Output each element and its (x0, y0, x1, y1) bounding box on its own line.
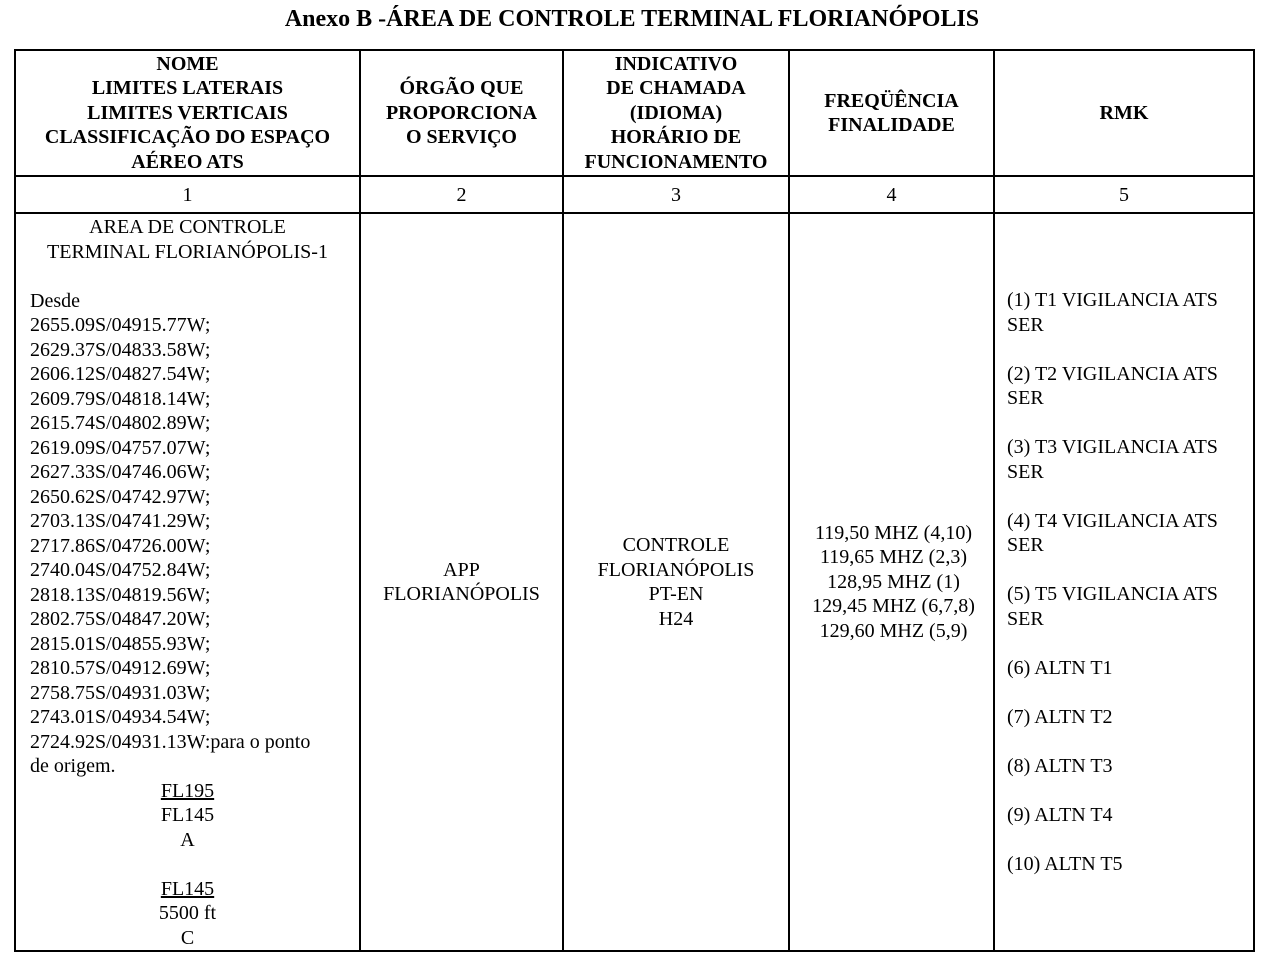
coordinate-item: 2627.33S/04746.06W; (30, 461, 211, 483)
rmk-item: (6) ALTN T1 (1007, 656, 1113, 679)
header-col-4 (789, 50, 994, 176)
coordinate-item: 2802.75S/04847.20W; (30, 608, 211, 630)
airspace-class: C (180, 926, 195, 949)
table-row (15, 213, 1254, 951)
header-line: DE CHAMADA (606, 77, 746, 100)
callsign-line: PT-EN (648, 583, 704, 605)
airspace-table (14, 49, 1255, 952)
column-number: 2 (360, 176, 563, 213)
callsign-line: H24 (658, 607, 694, 630)
header-line: RMK (1099, 101, 1149, 124)
coordinate-item: de origem. (30, 755, 116, 777)
rmk-item: (9) ALTN T4 (1007, 803, 1113, 826)
callsign-line: CONTROLE (622, 534, 730, 556)
column-number-row (15, 176, 1254, 213)
frequency-item: 129,60 MHZ (5,9) (819, 619, 968, 642)
airspace-description-cell (15, 213, 360, 951)
header-col-1 (15, 50, 360, 176)
header-line: LIMITES LATERAIS (91, 77, 284, 100)
rmk-cell (994, 213, 1254, 951)
header-col-2 (360, 50, 563, 176)
frequency-cell (789, 213, 994, 951)
coordinate-item: 2650.62S/04742.97W; (30, 485, 211, 508)
header-line: PROPORCIONA (385, 101, 538, 124)
frequency-item: 129,45 MHZ (6,7,8) (812, 595, 975, 618)
rmk-item: (4) T4 VIGILANCIA ATS SER (1007, 509, 1218, 556)
lower-limit: 5500 ft (158, 902, 217, 924)
frequency-item: 128,95 MHZ (1) (827, 570, 960, 593)
vertical-limits-a (16, 779, 359, 853)
header-line: HORÁRIO DE (610, 126, 742, 149)
header-line: (IDIOMA) (629, 101, 723, 124)
coordinate-item: 2758.75S/04931.03W; (30, 681, 211, 704)
vertical-limits-c (16, 877, 359, 951)
coordinate-item: 2815.01S/04855.93W; (30, 632, 211, 655)
callsign-cell (563, 213, 789, 951)
coordinate-item: 2629.37S/04833.58W; (30, 338, 211, 361)
coordinate-item: 2655.09S/04915.77W; (30, 314, 211, 336)
rmk-item: (5) T5 VIGILANCIA ATS SER (1007, 583, 1218, 630)
header-col-5 (994, 50, 1254, 176)
coordinate-item: 2606.12S/04827.54W; (30, 363, 211, 385)
coordinate-item: 2818.13S/04819.56W; (30, 583, 211, 606)
rmk-item: (1) T1 VIGILANCIA ATS SER (1007, 289, 1218, 336)
header-line: ÓRGÃO QUE (399, 77, 524, 100)
rmk-item: (8) ALTN T3 (1007, 754, 1113, 777)
coordinate-item: 2724.92S/04931.13W:para o ponto (30, 730, 311, 753)
coordinate-item: 2615.74S/04802.89W; (30, 412, 211, 434)
upper-limit: FL195 (160, 779, 215, 802)
header-row (15, 50, 1254, 176)
header-line: O SERVIÇO (406, 126, 517, 149)
page-title: Anexo B -ÁREA DE CONTROLE TERMINAL FLORIANÓPOLIS (284, 6, 980, 32)
rmk-list (995, 214, 1253, 876)
service-unit-line: FLORIANÓPOLIS (383, 583, 540, 605)
header-line: AÉREO ATS (131, 150, 244, 173)
column-number: 3 (563, 176, 789, 213)
coordinate-item: 2743.01S/04934.54W; (30, 706, 211, 728)
header-line: FINALIDADE (828, 114, 955, 136)
header-line: FREQÜÊNCIA (824, 89, 959, 112)
desde-label: Desde (30, 289, 80, 312)
coordinate-item: 2703.13S/04741.29W; (30, 510, 211, 532)
airspace-class: A (180, 828, 195, 851)
header-line: NOME (156, 52, 219, 75)
column-number: 4 (789, 176, 994, 213)
header-line: LIMITES VERTICAIS (87, 101, 288, 124)
rmk-item: (10) ALTN T5 (1007, 852, 1123, 875)
coordinate-item: 2740.04S/04752.84W; (30, 559, 211, 581)
coordinate-item: 2810.57S/04912.69W; (30, 657, 211, 679)
coordinate-item: 2717.86S/04726.00W; (30, 534, 211, 557)
lower-limit: FL145 (160, 804, 215, 826)
frequency-item: 119,50 MHZ (4,10) (814, 521, 973, 544)
header-line: FUNCIONAMENTO (584, 150, 768, 173)
rmk-item: (3) T3 VIGILANCIA ATS SER (1007, 436, 1218, 483)
frequency-item: 119,65 MHZ (2,3) (819, 546, 968, 569)
callsign-line: FLORIANÓPOLIS (597, 558, 755, 581)
service-unit-line: APP (443, 558, 480, 581)
upper-limit: FL145 (160, 877, 215, 900)
header-line: CLASSIFICAÇÃO DO ESPAÇO (44, 126, 331, 149)
coordinate-list (16, 313, 359, 779)
column-number: 5 (994, 176, 1254, 213)
area-name-line: TERMINAL FLORIANÓPOLIS-1 (47, 240, 328, 263)
rmk-item: (7) ALTN T2 (1007, 705, 1113, 728)
area-name-line: AREA DE CONTROLE (89, 216, 286, 238)
rmk-item: (2) T2 VIGILANCIA ATS SER (1007, 362, 1218, 409)
column-number: 1 (15, 176, 360, 213)
header-line: INDICATIVO (614, 52, 738, 75)
coordinate-item: 2609.79S/04818.14W; (30, 387, 211, 410)
coordinate-item: 2619.09S/04757.07W; (30, 436, 211, 459)
service-unit-cell (360, 213, 563, 951)
header-col-3 (563, 50, 789, 176)
area-name (16, 214, 359, 264)
